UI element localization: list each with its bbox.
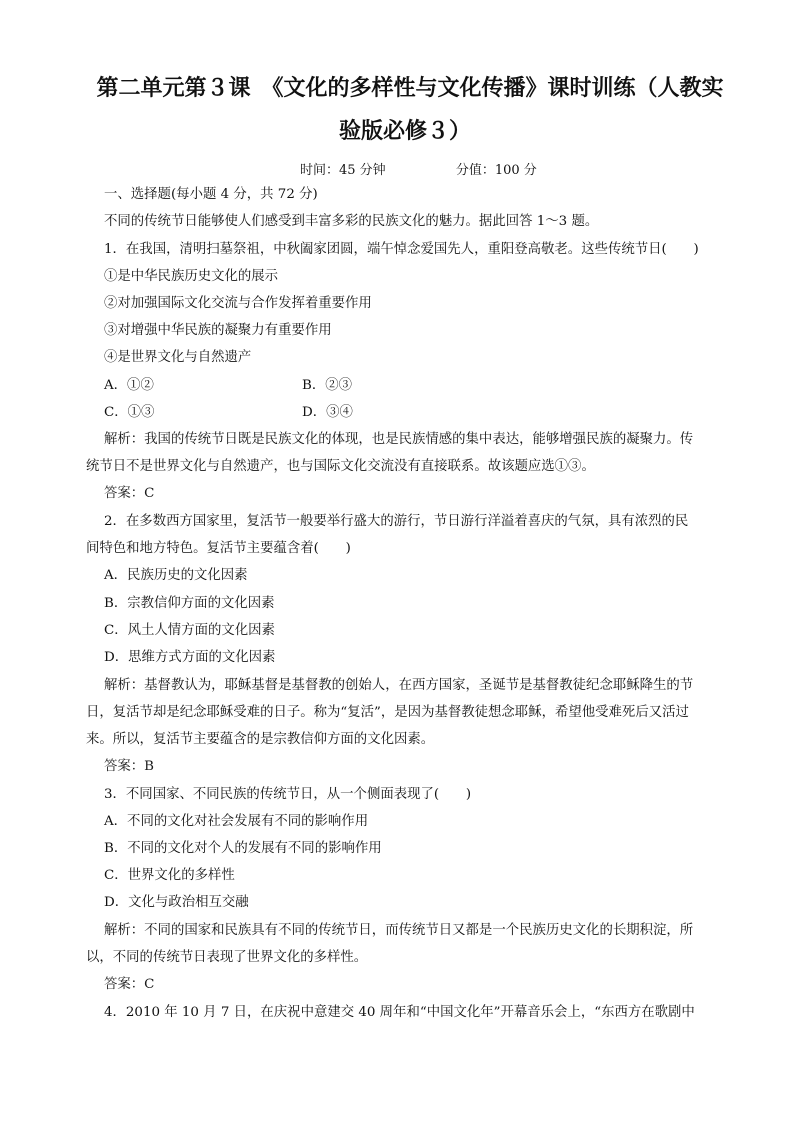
q3-stem: 3．不同国家、不同民族的传统节日，从一个侧面表现了( ) [104,787,472,802]
q3-option-a: A．不同的文化对社会发展有不同的影响作用 [104,814,369,829]
q1-analysis-line-1: 解析：我国的传统节日既是民族文化的体现，也是民族情感的集中表达，能够增强民族的凝聚力。传 [104,432,694,447]
q3-option-b: B．不同的文化对个人的发展有不同的影响作用 [104,841,382,856]
q3-option-d: D．文化与政治相互交融 [104,895,249,910]
q1-options-row-1 [104,376,353,396]
q3-option-c: C．世界文化的多样性 [104,868,235,883]
q2-stem-line-1: 2．在多数西方国家里，复活节一般要举行盛大的游行，节日游行洋溢着喜庆的气氛，具有浓烈的民 [104,514,689,529]
q1-item-4: ④是世界文化与自然遗产 [104,350,252,365]
q3-answer: 答案：C [104,977,155,992]
q2-analysis-line-3: 来。所以，复活节主要蕴含的是宗教信仰方面的文化因素。 [86,732,435,747]
section-heading: 一、选择题(每小题 4 分，共 72 分) [104,187,318,202]
q2-answer: 答案：B [104,759,155,774]
q1-item-1: ①是中华民族历史文化的展示 [104,269,279,284]
document-title-line-2: 验版必修３） [338,118,471,144]
q3-analysis-line-2: 以，不同的传统节日表现了世界文化的多样性。 [86,950,368,965]
q2-analysis-line-2: 日，复活节却是纪念耶稣受难的日子。称为“复活”，是因为基督教徒想念耶稣，希望他受难死后又活过 [86,705,689,720]
q1-options-row-2 [104,403,353,423]
document-title-line-1: 第二单元第３课 《文化的多样性与文化传播》课时训练（人教实 [96,75,724,101]
q1-analysis-line-2: 统节日不是世界文化与自然遗产，也与国际文化交流没有直接联系。故该题应选①③。 [86,459,595,474]
q2-stem-line-2: 间特色和地方特色。复活节主要蕴含着( ) [86,541,351,556]
q4-stem-line-1: 4．2010 年 10 月 7 日，在庆祝中意建交 40 周年和“中国文化年”开幕音乐会上，“东西方在歌剧中 [104,1005,695,1020]
q3-analysis-line-1: 解析：不同的国家和民族具有不同的传统节日，而传统节日又都是一个民族历史文化的长期积淀，所 [104,923,694,938]
q1-answer: 答案：C [104,486,155,501]
q1-option-a: A．①② [104,378,154,393]
q2-option-c: C．风土人情方面的文化因素 [104,623,275,638]
q2-option-d: D．思维方式方面的文化因素 [104,650,276,665]
q1-option-c: C．①③ [104,405,155,420]
q1-item-2: ②对加强国际文化交流与合作发挥着重要作用 [104,296,372,311]
q2-analysis-line-1: 解析：基督教认为，耶稣基督是基督教的创始人，在西方国家，圣诞节是基督教徒纪念耶稣降生的节 [104,678,694,693]
q2-option-a: A．民族历史的文化因素 [104,568,248,583]
total-score: 分值：100 分 [455,163,537,178]
time-limit: 时间：45 分钟 [300,163,386,178]
q1-option-d: D．③④ [302,405,353,420]
exam-meta [300,159,537,178]
q1-option-b: B．②③ [302,378,353,393]
question-group-intro: 不同的传统节日能够使人们感受到丰富多彩的民族文化的魅力。据此回答 1～3 题。 [104,214,599,229]
q2-option-b: B．宗教信仰方面的文化因素 [104,596,275,611]
q1-item-3: ③对增强中华民族的凝聚力有重要作用 [104,323,332,338]
q1-stem: 1．在我国，清明扫墓祭祖，中秋阖家团圆，端午悼念爱国先人，重阳登高敬老。这些传统节日( ) [104,242,699,257]
